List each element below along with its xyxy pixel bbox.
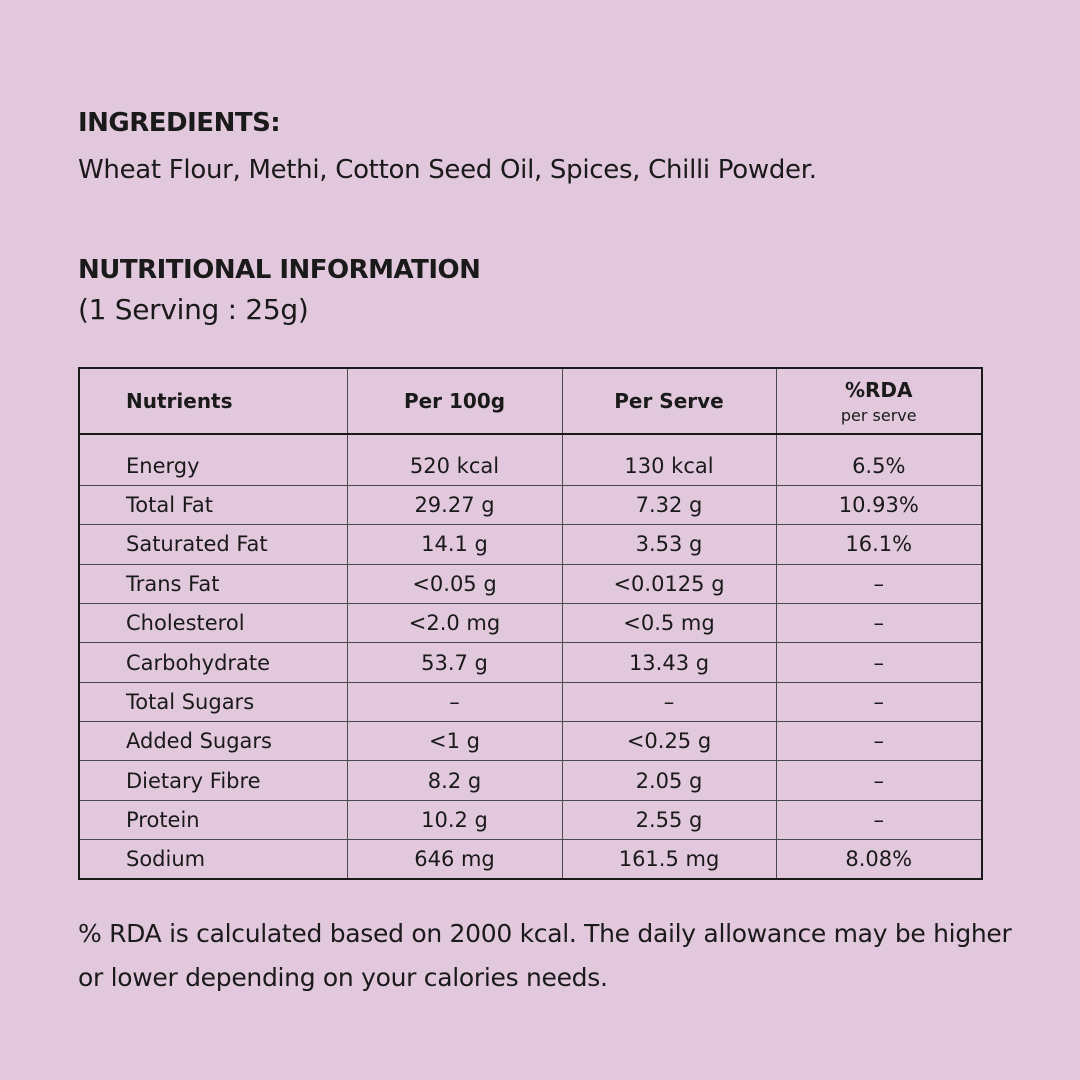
value-per-serve: 130 kcal <box>562 434 776 485</box>
table-row <box>79 682 982 721</box>
nutrient-name: Dietary Fibre <box>79 761 347 800</box>
table-body <box>79 434 982 879</box>
value-per-serve: 3.53 g <box>562 525 776 564</box>
table-header-row <box>79 368 982 434</box>
value-per-100g: <1 g <box>347 722 562 761</box>
value-per-100g: <2.0 mg <box>347 603 562 642</box>
nutrient-name: Total Fat <box>79 485 347 524</box>
value-per-serve: <0.5 mg <box>562 603 776 642</box>
value-rda: – <box>776 682 982 721</box>
table-row <box>79 434 982 485</box>
nutrient-name: Trans Fat <box>79 564 347 603</box>
header-per-serve: Per Serve <box>562 368 776 434</box>
value-per-serve: 2.55 g <box>562 800 776 839</box>
nutrient-name: Cholesterol <box>79 603 347 642</box>
value-per-100g: 29.27 g <box>347 485 562 524</box>
nutrient-name: Sodium <box>79 840 347 879</box>
value-per-100g: 14.1 g <box>347 525 562 564</box>
value-rda: 8.08% <box>776 840 982 879</box>
value-rda: – <box>776 603 982 642</box>
serving-size: (1 Serving : 25g) <box>78 293 309 326</box>
header-nutrients: Nutrients <box>79 368 347 434</box>
value-rda: – <box>776 722 982 761</box>
ingredients-list: Wheat Flour, Methi, Cotton Seed Oil, Spices, Chilli Powder. <box>78 155 817 185</box>
value-per-100g: <0.05 g <box>347 564 562 603</box>
value-rda: – <box>776 761 982 800</box>
value-rda: – <box>776 564 982 603</box>
header-rda-label: %RDA <box>844 377 913 402</box>
header-rda-sub: per serve <box>840 405 917 425</box>
value-per-100g: 8.2 g <box>347 761 562 800</box>
table-row <box>79 564 982 603</box>
nutrition-heading: NUTRITIONAL INFORMATION <box>78 255 481 285</box>
value-per-serve: 2.05 g <box>562 761 776 800</box>
value-rda: – <box>776 800 982 839</box>
table-row <box>79 485 982 524</box>
nutrient-name: Protein <box>79 800 347 839</box>
value-rda: 16.1% <box>776 525 982 564</box>
table-row <box>79 643 982 682</box>
value-per-serve: <0.25 g <box>562 722 776 761</box>
value-per-100g: 520 kcal <box>347 434 562 485</box>
value-per-100g: 10.2 g <box>347 800 562 839</box>
nutrient-name: Added Sugars <box>79 722 347 761</box>
table-row <box>79 603 982 642</box>
nutrient-name: Total Sugars <box>79 682 347 721</box>
table-row <box>79 800 982 839</box>
value-per-serve: <0.0125 g <box>562 564 776 603</box>
value-per-100g: – <box>347 682 562 721</box>
value-per-serve: – <box>562 682 776 721</box>
header-per-100g: Per 100g <box>347 368 562 434</box>
value-rda: 6.5% <box>776 434 982 485</box>
table-row <box>79 525 982 564</box>
table-row <box>79 761 982 800</box>
value-per-100g: 53.7 g <box>347 643 562 682</box>
value-per-serve: 7.32 g <box>562 485 776 524</box>
ingredients-heading: INGREDIENTS: <box>78 108 281 138</box>
nutrient-name: Carbohydrate <box>79 643 347 682</box>
value-per-100g: 646 mg <box>347 840 562 879</box>
table-row <box>79 722 982 761</box>
value-rda: 10.93% <box>776 485 982 524</box>
nutrition-table <box>78 367 983 880</box>
nutrient-name: Saturated Fat <box>79 525 347 564</box>
nutrient-name: Energy <box>79 434 347 485</box>
rda-footnote: % RDA is calculated based on 2000 kcal. The daily allowance may be higher or lower depending on your calories needs. <box>78 919 1012 992</box>
table-row <box>79 840 982 879</box>
value-per-serve: 13.43 g <box>562 643 776 682</box>
value-per-serve: 161.5 mg <box>562 840 776 879</box>
header-rda <box>776 368 982 434</box>
value-rda: – <box>776 643 982 682</box>
